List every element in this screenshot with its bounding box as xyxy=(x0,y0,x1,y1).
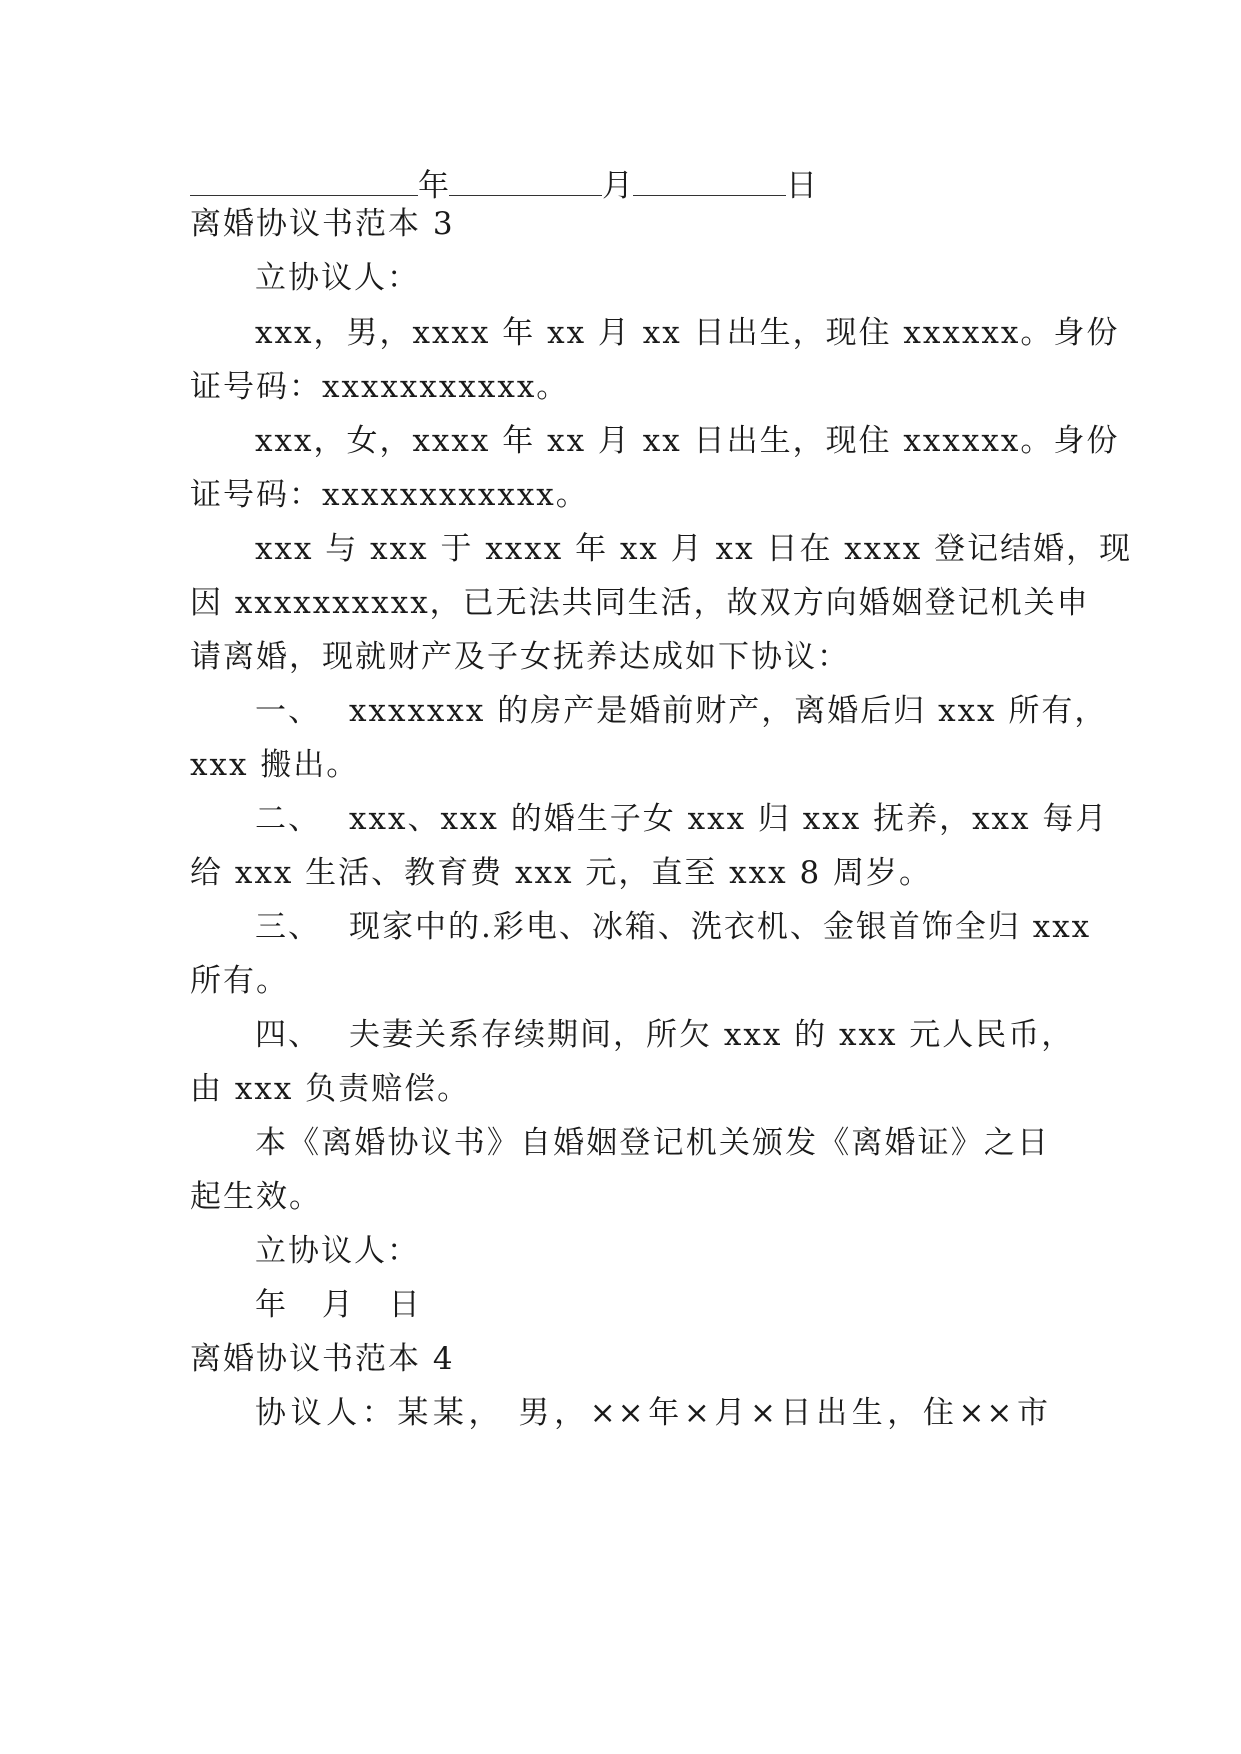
effect-line2: 起生效。 xyxy=(190,1179,322,1215)
day-blank xyxy=(633,167,786,196)
item-1-line1 xyxy=(255,691,1108,731)
man-info-line1: xxx，男，xxxx 年 xx 月 xx 日出生，现住 xxxxxx。身份 xyxy=(255,315,1120,351)
date-line xyxy=(190,166,817,206)
item-2-text: xxx、xxx 的婚生子女 xxx 归 xxx 抚养，xxx 每月 xyxy=(349,801,1109,837)
woman-info-line1: xxx，女，xxxx 年 xx 月 xx 日出生，现住 xxxxxx。身份 xyxy=(255,423,1120,459)
intro-line3: 请离婚，现就财产及子女抚养达成如下协议： xyxy=(190,639,850,675)
item-2-line2: 给 xxx 生活、教育费 xxx 元，直至 xxx 8 周岁。 xyxy=(190,855,933,891)
day-label: 日 xyxy=(786,168,817,204)
item-2-number: 二、 xyxy=(255,801,321,837)
item-3-line1 xyxy=(255,907,1092,947)
item-1-number: 一、 xyxy=(255,693,321,729)
sample3-parties-label: 立协议人： xyxy=(255,260,420,296)
item-4-number: 四、 xyxy=(255,1017,321,1053)
woman-info-line2: 证号码：xxxxxxxxxxxx。 xyxy=(190,477,589,513)
month-label: 月 xyxy=(602,168,633,204)
effect-line1: 本《离婚协议书》自婚姻登记机关颁发《离婚证》之日 xyxy=(255,1125,1050,1161)
intro-line2: 因 xxxxxxxxxx，已无法共同生活，故双方向婚姻登记机关申 xyxy=(190,585,1090,621)
item-4-line2: 由 xxx 负责赔偿。 xyxy=(190,1071,471,1107)
item-3-number: 三、 xyxy=(255,909,321,945)
sample3-title: 离婚协议书范本 3 xyxy=(190,206,455,242)
year-label: 年 xyxy=(418,168,449,204)
item-1-line2: xxx 搬出。 xyxy=(190,747,360,783)
month-blank xyxy=(449,167,602,196)
year-blank xyxy=(190,167,418,196)
sample4-title: 离婚协议书范本 4 xyxy=(190,1341,455,1377)
item-1-text: xxxxxxx 的房产是婚前财产，离婚后归 xxx 所有， xyxy=(349,693,1108,729)
sign-date: 年 月 日 xyxy=(255,1287,422,1323)
sample4-party-line: 协议人：某某， 男，××年×月×日出生，住××市 xyxy=(255,1395,1050,1431)
item-4-line1 xyxy=(255,1015,1075,1055)
man-info-line2: 证号码：xxxxxxxxxxx。 xyxy=(190,369,570,405)
item-3-line2: 所有。 xyxy=(190,963,289,999)
item-2-line1 xyxy=(255,799,1109,839)
intro-line1: xxx 与 xxx 于 xxxx 年 xx 月 xx 日在 xxxx 登记结婚，现 xyxy=(255,531,1133,567)
sign-label: 立协议人： xyxy=(255,1233,420,1269)
item-3-text: 现家中的.彩电、冰箱、洗衣机、金银首饰全归 xxx xyxy=(349,909,1092,945)
item-4-text: 夫妻关系存续期间，所欠 xxx 的 xxx 元人民币， xyxy=(349,1017,1075,1053)
